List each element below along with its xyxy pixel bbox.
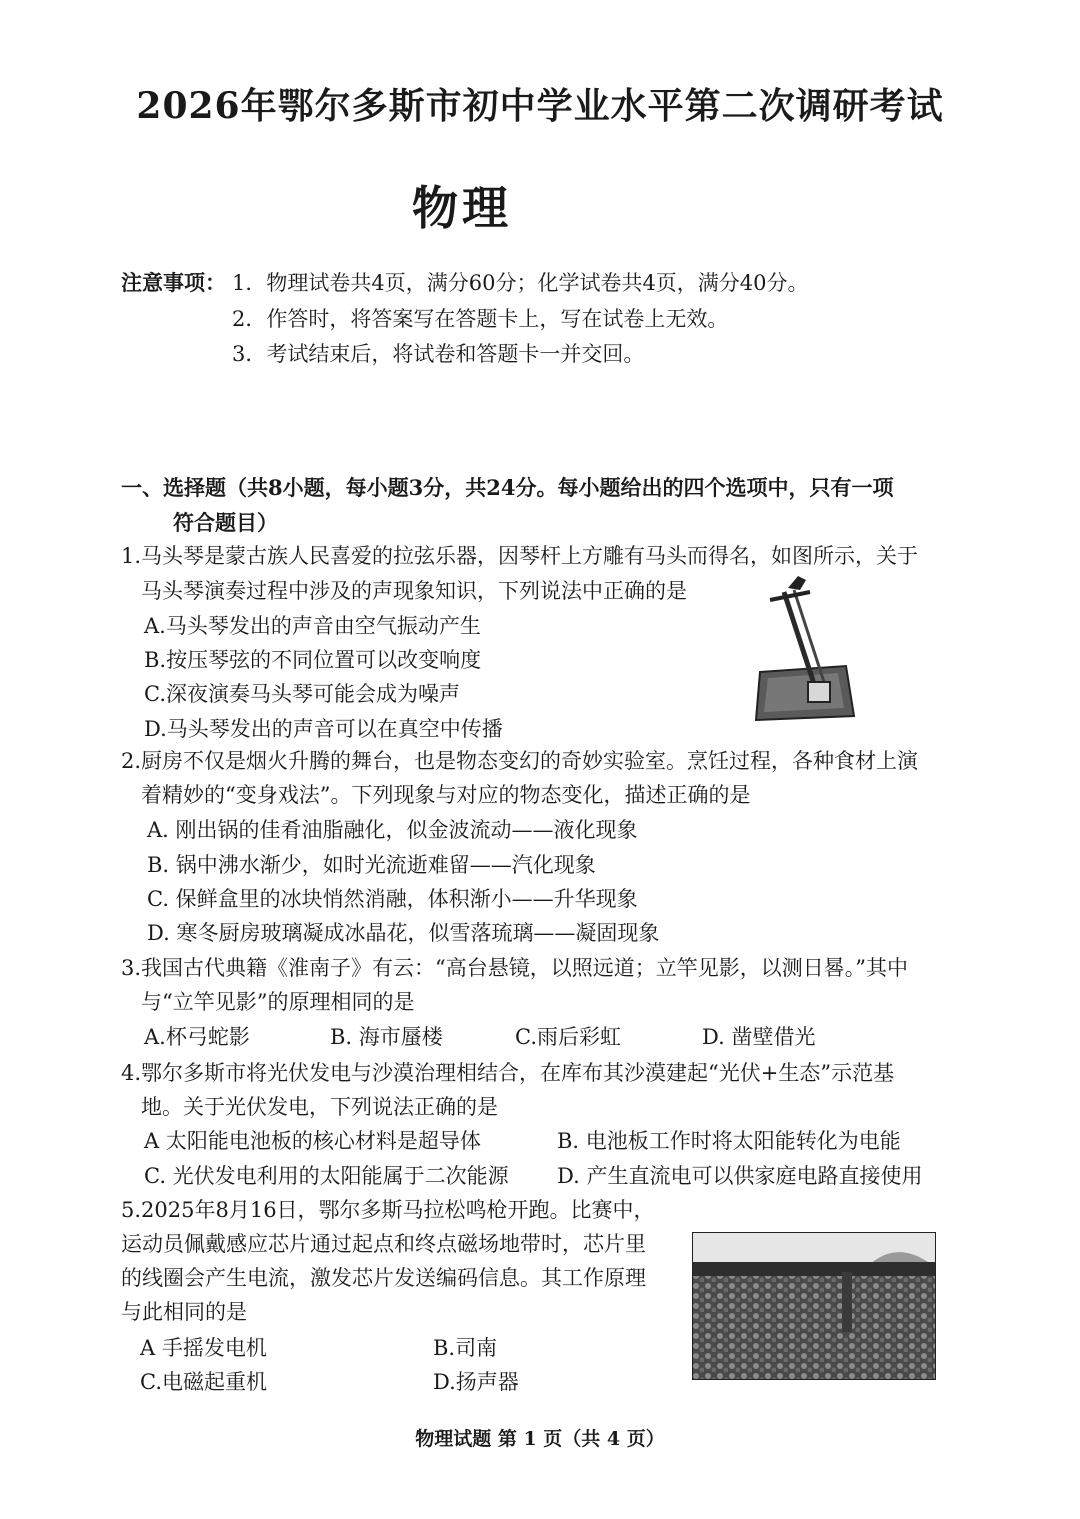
question-2-option-c: C. 保鲜盒里的冰块悄然消融，体积渐小——升华现象 [147, 887, 638, 911]
page-footer: 物理试题 第 1 页（共 4 页） [415, 1428, 665, 1450]
question-2-option-a: A. 刚出锅的佳肴油脂融化，似金波流动——液化现象 [147, 818, 638, 842]
question-5-stem-cont-1: 运动员佩戴感应芯片通过起点和终点磁场地带时，芯片里 [121, 1232, 646, 1256]
question-4-stem: 4.鄂尔多斯市将光伏发电与沙漠治理相结合，在库布其沙漠建起“光伏+生态”示范基 [121, 1061, 895, 1085]
question-5-option-a: A 手摇发电机 [140, 1336, 267, 1360]
question-3-stem-cont: 与“立竿见影”的原理相同的是 [141, 990, 415, 1014]
question-5-option-b: B.司南 [433, 1336, 498, 1360]
question-5-stem-cont-2: 的线圈会产生电流，激发芯片发送编码信息。其工作原理 [121, 1266, 646, 1290]
question-1-option-a: A.马头琴发出的声音由空气振动产生 [144, 614, 481, 638]
section-heading-cont: 符合题目） [173, 510, 278, 535]
question-5-option-d: D.扬声器 [433, 1370, 519, 1394]
question-4-option-a: A 太阳能电池板的核心材料是超导体 [144, 1129, 481, 1153]
question-5-stem: 5.2025年8月16日，鄂尔多斯马拉松鸣枪开跑。比赛中， [121, 1198, 655, 1222]
notes-label: 注意事项： [121, 270, 226, 295]
question-2-option-b: B. 锅中沸水渐少，如时光流逝难留——汽化现象 [147, 853, 596, 877]
question-1-stem: 1.马头琴是蒙古族人民喜爱的拉弦乐器，因琴杆上方雕有马头而得名，如图所示，关于 [121, 544, 919, 568]
question-3-stem: 3.我国古代典籍《淮南子》有云：“高台悬镜，以照远道；立竿见影，以测日晷。”其中 [121, 956, 909, 980]
question-1-stem-cont: 马头琴演奏过程中涉及的声现象知识，下列说法中正确的是 [141, 579, 687, 603]
question-4-option-b: B. 电池板工作时将太阳能转化为电能 [557, 1129, 901, 1153]
note-item-1: 1．物理试卷共4页，满分60分；化学试卷共4页，满分40分。 [232, 271, 809, 295]
question-3-option-b: B. 海市蜃楼 [330, 1025, 443, 1049]
subject-title: 物理 [412, 181, 512, 235]
note-item-2: 2．作答时，将答案写在答题卡上，写在试卷上无效。 [232, 307, 729, 331]
question-4-option-d: D. 产生直流电可以供家庭电路直接使用 [557, 1164, 923, 1188]
question-1-option-b: B.按压琴弦的不同位置可以改变响度 [144, 648, 482, 672]
question-3-option-a: A.杯弓蛇影 [144, 1025, 250, 1049]
question-1-option-d: D.马头琴发出的声音可以在真空中传播 [144, 717, 503, 741]
section-heading: 一、选择题（共8小题，每小题3分，共24分。每小题给出的四个选项中，只有一项 [121, 475, 894, 500]
question-3-option-d: D. 凿壁借光 [702, 1025, 816, 1049]
question-1-option-c: C.深夜演奏马头琴可能会成为噪声 [144, 682, 460, 706]
question-2-option-d: D. 寒冬厨房玻璃凝成冰晶花，似雪落琉璃——凝固现象 [147, 921, 660, 945]
question-2-stem-cont: 着精妙的“变身戏法”。下列现象与对应的物态变化，描述正确的是 [141, 783, 751, 807]
exam-title: 2026年鄂尔多斯市初中学业水平第二次调研考试 [136, 85, 944, 127]
question-4-option-c: C. 光伏发电利用的太阳能属于二次能源 [144, 1164, 509, 1188]
question-5-stem-cont-3: 与此相同的是 [121, 1300, 247, 1324]
question-2-stem: 2.厨房不仅是烟火升腾的舞台，也是物态变幻的奇妙实验室。烹饪过程，各种食材上演 [121, 749, 919, 773]
marathon-photo [692, 1232, 936, 1380]
question-5-option-c: C.电磁起重机 [140, 1370, 267, 1394]
question-4-stem-cont: 地。关于光伏发电，下列说法正确的是 [141, 1095, 498, 1119]
question-3-option-c: C.雨后彩虹 [515, 1025, 621, 1049]
morin-khuur-figure [748, 570, 858, 722]
note-item-3: 3．考试结束后，将试卷和答题卡一并交回。 [232, 342, 645, 366]
